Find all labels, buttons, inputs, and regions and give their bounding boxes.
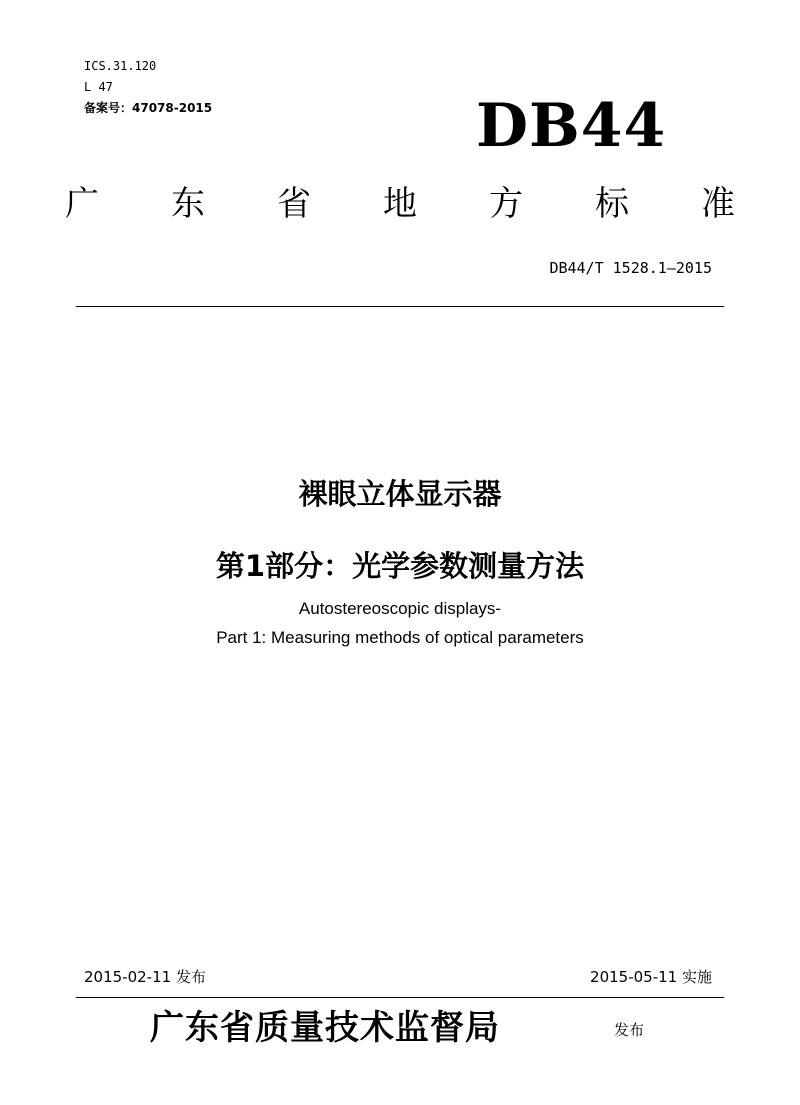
- standard-type-char: 东: [171, 184, 205, 224]
- standard-number: DB44/T 1528.1—2015: [549, 259, 712, 277]
- title-cn-subtitle: 第1部分：光学参数测量方法: [215, 549, 585, 583]
- standard-type-char: 省: [277, 184, 311, 224]
- issuer-suffix: 发布: [614, 1021, 645, 1039]
- implement-date: 2015-05-11 实施: [590, 968, 712, 986]
- standard-type-char: 准: [701, 184, 735, 224]
- footer-divider: [76, 997, 724, 998]
- ccs-code: L 47: [84, 80, 113, 94]
- title-cn-main: 裸眼立体显示器: [298, 477, 502, 511]
- standard-type-char: 地: [383, 184, 417, 224]
- title-en-subtitle: Part 1: Measuring methods of optical parameters: [216, 628, 584, 647]
- standard-type-char: 方: [489, 184, 523, 224]
- filing-number: 备案号：47078-2015: [84, 101, 213, 115]
- publish-date: 2015-02-11 发布: [84, 968, 206, 986]
- standard-type-char: 标: [595, 184, 629, 224]
- db44-logo: DB44: [476, 91, 667, 161]
- standard-type-heading: [60, 182, 740, 226]
- header-divider: [76, 306, 724, 307]
- standard-type-char: 广: [65, 184, 99, 224]
- title-en-main: Autostereoscopic displays-: [298, 599, 502, 618]
- issuer-name: 广东省质量技术监督局: [150, 1008, 500, 1048]
- ics-code: ICS.31.120: [84, 59, 157, 73]
